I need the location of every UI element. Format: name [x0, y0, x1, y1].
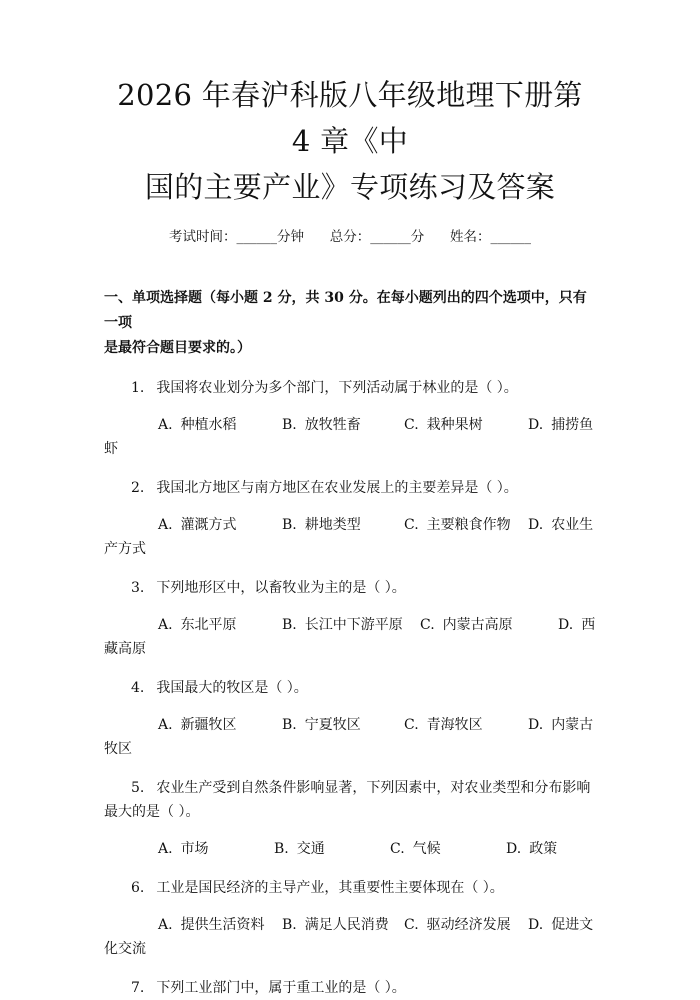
option-text: 农业生	[551, 517, 594, 533]
answer-options	[104, 613, 596, 661]
question-stem	[104, 876, 596, 900]
question-item	[104, 976, 596, 1000]
answer-options-row	[104, 713, 596, 737]
option-text: 栽种果树	[426, 417, 483, 433]
question-text: 我国北方地区与南方地区在农业发展上的主要差异是（ ）。	[156, 480, 518, 496]
option-b	[274, 837, 390, 861]
option-letter: C.	[404, 917, 419, 933]
option-d	[558, 613, 595, 637]
question-number: 2.	[131, 480, 145, 496]
answer-options	[104, 413, 596, 461]
option-letter: D.	[558, 617, 574, 633]
option-b	[282, 613, 420, 637]
option-letter: B.	[274, 841, 289, 857]
option-b	[282, 713, 404, 737]
option-d	[528, 913, 593, 937]
document-title	[104, 72, 596, 210]
option-text: 放牧牲畜	[304, 417, 361, 433]
option-a	[158, 713, 282, 737]
option-a	[158, 837, 274, 861]
question-item	[104, 476, 596, 561]
section-heading-line-1: 一、单项选择题（每小题 2 分，共 30 分。在每小题列出的四个选项中，只有一项	[104, 290, 587, 331]
answer-options-row	[104, 837, 596, 861]
document-title-line-1: 2026 年春沪科版八年级地理下册第 4 章《中	[117, 78, 583, 158]
option-c	[404, 713, 528, 737]
option-letter: C.	[404, 717, 419, 733]
option-text: 主要粮食作物	[426, 517, 511, 533]
question-stem	[104, 776, 596, 824]
question-text: 下列地形区中，以畜牧业为主的是（ ）。	[156, 580, 406, 596]
option-letter: D.	[528, 917, 544, 933]
answer-options	[104, 513, 596, 561]
answer-options-row	[104, 913, 596, 937]
option-text: 气候	[412, 841, 441, 857]
answer-options-row	[104, 513, 596, 537]
document-title-line-2: 国的主要产业》专项练习及答案	[144, 170, 556, 204]
option-text: 内蒙古高原	[442, 617, 513, 633]
option-letter: B.	[282, 517, 297, 533]
option-b	[282, 513, 404, 537]
option-text: 促进文	[551, 917, 594, 933]
question-text: 下列工业部门中，属于重工业的是（ ）。	[156, 980, 406, 996]
option-letter: D.	[528, 717, 544, 733]
question-text: 农业生产受到自然条件影响显著，下列因素中，对农业类型和分布影响最大的是（ ）。	[104, 780, 591, 820]
option-letter: B.	[282, 917, 297, 933]
option-wrap-text: 产方式	[104, 541, 146, 557]
question-number: 1.	[131, 380, 145, 396]
answer-options	[104, 713, 596, 761]
question-item	[104, 376, 596, 461]
answer-options	[104, 913, 596, 961]
option-b	[282, 913, 404, 937]
option-text: 宁夏牧区	[304, 717, 361, 733]
option-letter: A.	[158, 917, 173, 933]
option-text: 耕地类型	[304, 517, 361, 533]
section-heading-line-2: 是最符合题目要求的。）	[104, 340, 251, 356]
answer-options	[104, 837, 596, 861]
question-number: 5.	[131, 780, 145, 796]
option-text: 市场	[180, 841, 209, 857]
option-c	[404, 913, 528, 937]
option-letter: C.	[420, 617, 435, 633]
option-text: 内蒙古	[551, 717, 594, 733]
question-number: 6.	[131, 880, 145, 896]
option-text: 提供生活资料	[180, 917, 265, 933]
option-d	[528, 413, 593, 437]
exam-info-line: 考试时间：______分钟 总分：______分 姓名：______	[169, 229, 531, 245]
question-stem	[104, 476, 596, 500]
option-letter: A.	[158, 841, 173, 857]
question-item	[104, 776, 596, 861]
question-number: 3.	[131, 580, 145, 596]
option-c	[404, 413, 528, 437]
option-c	[420, 613, 558, 637]
option-a	[158, 513, 282, 537]
option-wrap-text: 虾	[104, 441, 118, 457]
option-text: 新疆牧区	[180, 717, 237, 733]
option-text: 西	[581, 617, 596, 633]
answer-options-row	[104, 613, 596, 637]
option-text: 长江中下游平原	[304, 617, 403, 633]
option-letter: A.	[158, 517, 173, 533]
option-letter: C.	[390, 841, 405, 857]
question-stem	[104, 976, 596, 1000]
option-text: 驱动经济发展	[426, 917, 511, 933]
option-a	[158, 913, 282, 937]
option-wrap-text: 藏高原	[104, 641, 146, 657]
option-text: 青海牧区	[426, 717, 483, 733]
option-c	[404, 513, 528, 537]
option-letter: C.	[404, 417, 419, 433]
option-letter: B.	[282, 417, 297, 433]
question-item	[104, 876, 596, 961]
option-text: 满足人民消费	[304, 917, 389, 933]
option-d	[528, 713, 593, 737]
option-a	[158, 413, 282, 437]
question-stem	[104, 676, 596, 700]
option-d	[528, 513, 593, 537]
option-letter: A.	[158, 617, 173, 633]
option-text: 东北平原	[180, 617, 237, 633]
option-text: 种植水稻	[180, 417, 237, 433]
answer-options-row	[104, 413, 596, 437]
option-letter: B.	[282, 617, 297, 633]
option-text: 交通	[296, 841, 325, 857]
question-stem	[104, 576, 596, 600]
question-text: 我国最大的牧区是（ ）。	[156, 680, 308, 696]
option-text: 政策	[529, 841, 558, 857]
option-c	[390, 837, 506, 861]
question-item	[104, 576, 596, 661]
option-b	[282, 413, 404, 437]
option-wrap-text: 牧区	[104, 741, 132, 757]
option-text: 捕捞鱼	[551, 417, 594, 433]
option-letter: B.	[282, 717, 297, 733]
question-item	[104, 676, 596, 761]
question-text: 工业是国民经济的主导产业，其重要性主要体现在（ ）。	[156, 880, 504, 896]
option-letter: A.	[158, 417, 173, 433]
question-stem	[104, 376, 596, 400]
option-wrap-text: 化交流	[104, 941, 146, 957]
option-letter: D.	[528, 517, 544, 533]
option-letter: D.	[528, 417, 544, 433]
question-number: 7.	[131, 980, 145, 996]
section-heading-single-choice	[104, 286, 596, 361]
option-letter: D.	[506, 841, 522, 857]
question-number: 4.	[131, 680, 145, 696]
option-letter: A.	[158, 717, 173, 733]
question-text: 我国将农业划分为多个部门，下列活动属于林业的是（ ）。	[156, 380, 518, 396]
option-letter: C.	[404, 517, 419, 533]
option-text: 灌溉方式	[180, 517, 237, 533]
option-a	[158, 613, 282, 637]
option-d	[506, 837, 557, 861]
